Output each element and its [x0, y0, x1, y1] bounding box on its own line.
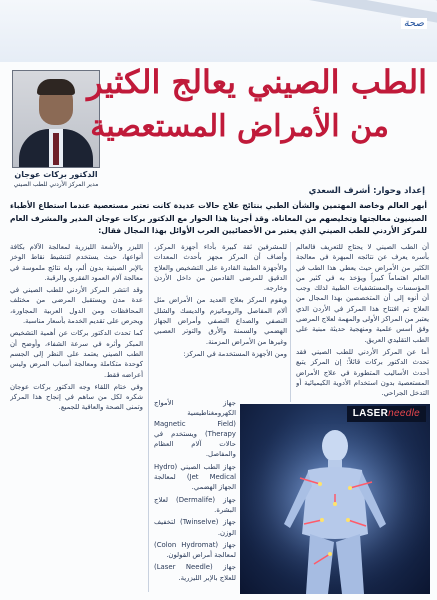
paragraph: ومن الأجهزة المستخدمة في المركز: — [183, 349, 287, 358]
photo-caption-name: الدكتور بركات عوجان — [14, 170, 98, 179]
headline-line-2: من الأمراض المستعصية — [90, 109, 389, 144]
column-divider — [290, 242, 291, 402]
human-body-figure-icon — [240, 424, 430, 594]
intro-paragraph: أبهر العالم وخاصة المهتمين والشأن الطبي بنتائج علاج حالات عديدة كانت تعتبر مستعصية عندما استطاع الأطباء الصينيون معالجتها وتخليصهم من المعاناة. وقد أجرينا هذا الحوار مع الدكتور بركات عوجان المدير والمشرف العام للمركز الأردني للطب الصيني الذي يعتبر من الأخصائيين العرب الأوائل بهذا المجال فقال: — [10, 201, 427, 235]
paragraph: وقد انتشر المركز الأردني للطب الصيني في عدة مدن ويستقبل المرضى من مختلف المحافظات ومن الدول العربية المجاورة، ويحرص على تقديم الخدمة بأسعار مناسبة. — [10, 286, 143, 326]
photo-caption-role: مدير المركز الأردني للطب الصيني — [13, 181, 99, 188]
list-item: جهاز الأمواج الكهرومغناطيسية (Magnetic Field Therapy) ويستخدم في حالات آلام العظام والمفاصل. — [154, 399, 236, 459]
headline-line-1: الطب الصيني يعالج الكثير — [87, 63, 427, 101]
list-item: جهاز (Laser Needle) للعلاج بالإبر الليزرية. — [154, 563, 236, 582]
list-item: جهاز (Twinselve) لتخفيف الوزن. — [154, 518, 236, 537]
paragraph: ويقوم المركز بعلاج العديد من الأمراض مثل آلام المفاصل والروماتيزم والديسك والشلل النصفي والصداع النصفي وأمراض الجهاز الهضمي والسمنة والأرق والتوتر العصبي وغيرها من الأمراض المزمنة. — [154, 296, 287, 346]
paragraph: وفي ختام اللقاء وجه الدكتور بركات عوجان شكره لكل من ساهم في إنجاح هذا المركز وتمنى الصحة والعافية للجميع. — [10, 382, 143, 412]
paragraph: الليزر والأشعة الليزرية لمعالجة الآلام بكافة أنواعها، حيث يستخدم لتنشيط نقاط الوخز بالإبر الصينية بدون ألم، وله نتائج ملموسة في معالجة آلام العمود الفقري والرقبة. — [10, 243, 143, 282]
paragraph: أما عن المركز الأردني للطب الصيني فقد تحدث الدكتور بركات قائلاً: إن المركز يتبع أحدث الأساليب المتطورة في علاج الأمراض المستعصية بدون استخدام الأدوية الكيميائية أو التدخل الجراحي. — [296, 347, 429, 398]
laser-needle-image — [240, 404, 430, 594]
logo-brand: LASER — [352, 408, 389, 419]
column-divider — [148, 242, 149, 592]
logo-accent: needle — [388, 408, 420, 419]
article-column-middle-list — [154, 398, 236, 594]
paragraph: للمشرفين ثقة كبيرة بأداء أجهزة المركز، وأضاف أن المركز مجهز بأحدث المعدات والأجهزة الطبية القادرة على التشخيص والعلاج الدقيق للمرضى القادمين من داخل الأردن وخارجه. — [154, 243, 287, 293]
article-column-left — [10, 242, 143, 592]
paragraph: أن الطب الصيني لا يحتاج للتعريف فالعالم بأسره يعرف عن نتائجه المبهرة في معالجة الكثير من الأمراض حيث يعطي هذا الطب في العالم اهتماماً كبيراً ويؤخذ به في كثير من المؤسسات والمستشفيات الطبية لذلك وجب أن أنوه إلى أن المتخصصين بهذا المجال من العلاج تم افتتاح هذا المركز في الأردن الذي يعتبر من المراكز الأولى والمهمة لعلاج المرضى وفق أسس علمية ومنهجية حديثة مبنية على الطب التقليدي العريق. — [296, 243, 429, 344]
article-column-middle — [154, 242, 287, 388]
section-label: صحة — [401, 18, 427, 29]
byline: إعداد وحوار: أشرف السعدي — [308, 186, 425, 196]
list-item: جهاز الطب الصيني (Hydro Jet Medical) لمعالجة الجهاز الهضمي. — [154, 462, 236, 492]
top-banner — [0, 0, 437, 62]
laser-needle-logo — [347, 406, 426, 422]
list-item: جهاز (Colon Hydromat) لمعالجة أمراض القولون. — [154, 540, 236, 560]
list-item: جهاز (Dermalife) لعلاج البشرة. — [154, 495, 236, 514]
paragraph: كما تحدث الدكتور بركات عن أهمية التشخيص المبكر وأثره في سرعة الشفاء، وأوضح أن الطب الصيني يعتمد على النظر إلى الجسم كوحدة متكاملة ومعالجة أسباب المرض وليس أعراضه فقط. — [10, 329, 143, 379]
